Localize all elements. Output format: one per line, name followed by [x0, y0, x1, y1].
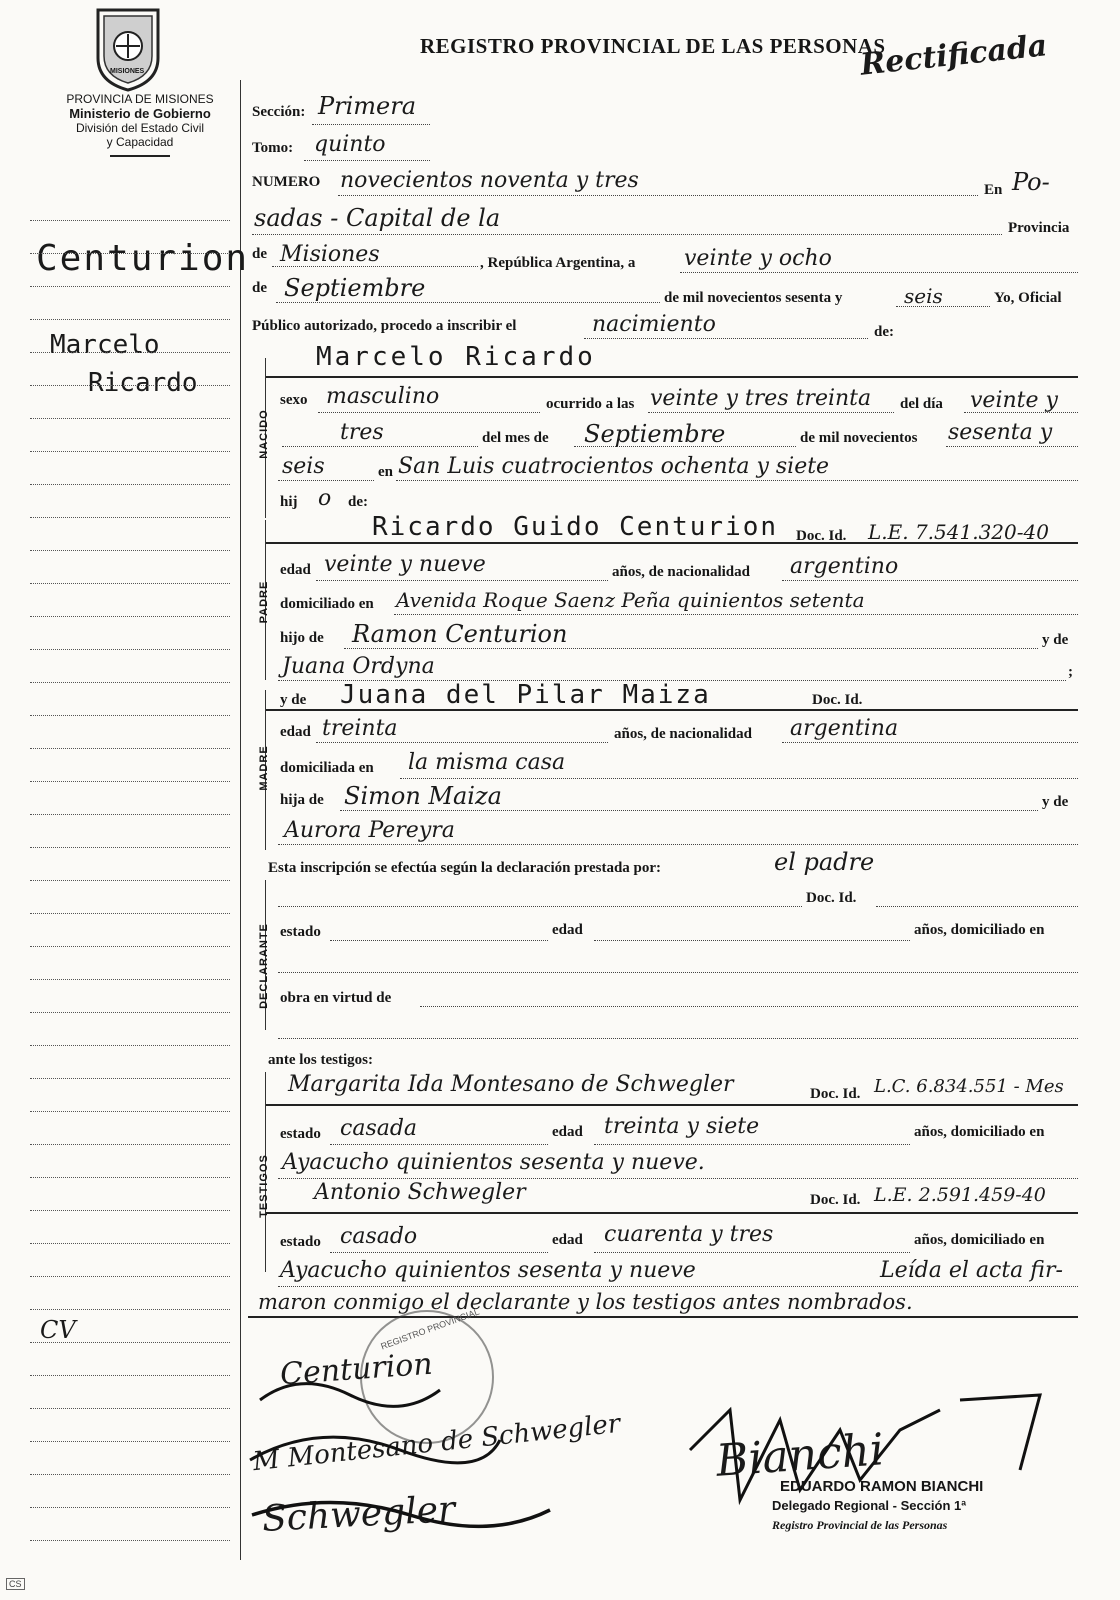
testigo-1-domicilio: Ayacucho quinientos sesenta y nueve. [282, 1150, 705, 1175]
official-name: EDUARDO RAMON BIANCHI [780, 1478, 984, 1495]
declarante-anos-dom-label: años, domiciliado en [914, 922, 1045, 938]
dia-value-a: veinte y [970, 388, 1058, 413]
tomo-line [304, 160, 430, 161]
section-nacido-label: NACIDO [258, 409, 270, 459]
declarante-edad-line [594, 940, 910, 941]
provincia-value: Misiones [280, 242, 380, 267]
margin-ruled-line [30, 1144, 230, 1145]
en-label: En [984, 182, 1003, 198]
seccion-value: Primera [318, 92, 417, 120]
declarante-nombre-line [278, 906, 802, 907]
agency-block [20, 92, 260, 157]
margin-ruled-line [30, 1474, 230, 1475]
madre-domicilio-label: domiciliada en [280, 760, 374, 776]
anio-nac-value-a: sesenta y [948, 420, 1053, 445]
margin-ruled-line [30, 286, 230, 287]
section-padre-label: PADRE [258, 580, 270, 624]
testigo-2-estado-line [330, 1252, 548, 1253]
publico-label: Público autorizado, procedo a inscribir el [252, 318, 517, 334]
dia-value-b: tres [340, 420, 384, 445]
rule-nacido [266, 376, 1078, 378]
dia-line-b [282, 446, 478, 447]
margin-ruled-line [30, 1342, 230, 1343]
yo-oficial-label: Yo, Oficial [994, 290, 1062, 306]
provincial-seal [92, 6, 164, 92]
testigo-2-anos-dom-label: años, domiciliado en [914, 1232, 1045, 1248]
fecha-dia-line [680, 272, 1078, 273]
fecha-mes-line [276, 302, 660, 303]
padre-padre-value: Ramon Centurion [352, 620, 568, 648]
mes-value: Septiembre [584, 420, 726, 448]
seal-label: MISIONES [110, 68, 145, 75]
margin-ruled-line [30, 913, 230, 914]
madre-y-de-label: y de [280, 692, 307, 708]
margin-ruled-line [30, 1078, 230, 1079]
en-value-a: Po- [1012, 168, 1050, 196]
madre-padre-value: Simon Maiza [344, 782, 502, 810]
hijo-suffix-value: o [318, 486, 332, 511]
localidad-line [252, 234, 1002, 235]
margin-ruled-line [30, 253, 230, 254]
testigo-2-nombre: Antonio Schwegler [314, 1180, 526, 1205]
seccion-label: Sección: [252, 104, 306, 120]
en-lower-label: en [378, 464, 393, 480]
testigo-1-edad: treinta y siete [604, 1114, 760, 1139]
testigo-1-edad-line [594, 1144, 910, 1145]
tomo-value: quinto [314, 132, 386, 157]
padre-domicilio-line [394, 614, 1078, 615]
testigo-2-estado: casado [340, 1224, 418, 1249]
section-testigos-label: TESTIGOS [258, 1154, 270, 1218]
testigo-2-estado-label: estado [280, 1234, 321, 1250]
agency-line-3: División del Estado Civil [75, 121, 205, 135]
madre-madre-line [278, 844, 1078, 845]
round-stamp-text: REGISTRO PROVINCIAL [379, 1306, 481, 1352]
margin-ruled-line [30, 352, 230, 353]
madre-edad-value: treinta [322, 716, 398, 741]
margin-ruled-line [30, 748, 230, 749]
section-madre-label: MADRE [258, 745, 270, 791]
margin-name-1: Marcelo [50, 330, 160, 360]
margin-ruled-line [30, 1210, 230, 1211]
margin-ruled-line [30, 781, 230, 782]
fecha-mes-value: Septiembre [284, 274, 426, 302]
signature-schwegler: Schwegler [261, 1488, 457, 1541]
seccion-line [312, 124, 430, 125]
margin-name-2: Ricardo [88, 368, 198, 398]
madre-edad-label: edad [280, 724, 311, 740]
margin-ruled-line [30, 715, 230, 716]
agency-line-1: PROVINCIA DE MISIONES [66, 92, 214, 106]
margin-ruled-line [30, 682, 230, 683]
padre-nombre-value: Ricardo Guido Centurion [372, 512, 779, 542]
testigo-2-edad-label: edad [552, 1232, 583, 1248]
padre-domicilio-value: Avenida Roque Saenz Peña quinientos setenta [396, 588, 865, 612]
madre-y-de-label-2: y de [1042, 794, 1069, 810]
lugar-line [396, 480, 1078, 481]
margin-separator [240, 80, 241, 1560]
testigo-1-estado: casada [340, 1116, 418, 1141]
padre-doc-value: L.E. 7.541.320-40 [868, 520, 1049, 544]
official-office: Registro Provincial de las Personas [772, 1518, 948, 1532]
margin-ruled-line [30, 946, 230, 947]
anio-nac-value-b: seis [282, 454, 325, 479]
madre-nacionalidad-value: argentina [790, 716, 899, 741]
margin-ruled-line [30, 1177, 230, 1178]
rule-closing [248, 1316, 1078, 1318]
padre-madre-value: Juana Ordyna [282, 654, 435, 679]
sexo-line [318, 412, 540, 413]
margin-ruled-line [30, 1012, 230, 1013]
obra-line-2 [278, 1038, 1078, 1039]
madre-domicilio-line [400, 778, 1078, 779]
margin-ruled-line [30, 550, 230, 551]
declarante-estado-line [330, 940, 548, 941]
margin-ruled-line [30, 1276, 230, 1277]
ocurrido-label: ocurrido a las [546, 396, 635, 412]
margin-ruled-line [30, 1111, 230, 1112]
madre-doc-label: Doc. Id. [812, 692, 863, 708]
margin-surname: Centurion [36, 238, 250, 279]
testigo-1-doc: L.C. 6.834.551 - Mes [874, 1076, 1064, 1097]
rule-testigo-1 [266, 1104, 1078, 1106]
margin-ruled-line [30, 1309, 230, 1310]
margin-ruled-line [30, 814, 230, 815]
testigo-1-estado-label: estado [280, 1126, 321, 1142]
section-declarante-label: DECLARANTE [258, 923, 270, 1009]
scanner-mark: CS [6, 1578, 25, 1590]
margin-ruled-line [30, 1045, 230, 1046]
tomo-label: Tomo: [252, 140, 294, 156]
testigo-2-doc: L.E. 2.591.459-40 [874, 1184, 1046, 1206]
hora-line [648, 412, 894, 413]
testigo-1-estado-line [330, 1144, 548, 1145]
margin-ruled-line [30, 1441, 230, 1442]
madre-hija-de-label: hija de [280, 792, 324, 808]
declarante-estado-label: estado [280, 924, 321, 940]
acto-value: nacimiento [592, 312, 716, 337]
madre-padre-line [340, 810, 1038, 811]
dia-line-a [964, 412, 1078, 413]
agency-line-4: y Capacidad [106, 135, 174, 149]
lugar-value: San Luis cuatrocientos ochenta y siete [398, 454, 830, 479]
margin-ruled-line [30, 484, 230, 485]
testigo-2-domicilio: Ayacucho quinientos sesenta y nueve [280, 1258, 696, 1283]
testigo-2-doc-label: Doc. Id. [810, 1192, 861, 1208]
margin-note: CV [40, 1316, 76, 1344]
cierre-linea-1: Leída el acta fir- [880, 1258, 1063, 1283]
margin-ruled-line [30, 451, 230, 452]
margin-ruled-line [30, 1243, 230, 1244]
provincia-line [272, 266, 478, 267]
anio-nac-line-b [278, 480, 374, 481]
testigo-1-edad-label: edad [552, 1124, 583, 1140]
rule-testigo-2 [266, 1212, 1078, 1214]
padre-padre-line [344, 648, 1038, 649]
margin-ruled-line [30, 418, 230, 419]
acto-line [584, 338, 868, 339]
nombre-value: Marcelo Ricardo [316, 342, 596, 372]
padre-domicilio-label: domiciliado en [280, 596, 374, 612]
obra-line [420, 1006, 1078, 1007]
testigo-1-domicilio-line [278, 1178, 1078, 1179]
declarante-doc-line [876, 906, 1078, 907]
sexo-value: masculino [326, 384, 440, 409]
padre-nacionalidad-value: argentino [790, 554, 899, 579]
declarante-edad-label: edad [552, 922, 583, 938]
signature-montesano: M Montesano de Schwegler [251, 1408, 622, 1478]
anio-nac-line-a [946, 446, 1078, 447]
signature-official: Bianchi [714, 1424, 886, 1487]
numero-label: NUMERO [252, 174, 321, 190]
padre-hijo-de-label: hijo de [280, 630, 324, 646]
hij-label: hij [280, 494, 298, 510]
margin-ruled-line [30, 616, 230, 617]
padre-doc-label: Doc. Id. [796, 528, 847, 544]
rectificada-annotation: Rectificada [858, 28, 1049, 83]
testigo-2-edad-line [594, 1252, 910, 1253]
margin-ruled-line [30, 517, 230, 518]
agency-divider [110, 155, 170, 157]
declarante-doc-label: Doc. Id. [806, 890, 857, 906]
anio-line [896, 306, 990, 307]
padre-nacionalidad-line [782, 580, 1078, 581]
republica-label: , República Argentina, a [480, 255, 636, 271]
obra-label: obra en virtud de [280, 990, 392, 1006]
testigo-2-domicilio-line [278, 1286, 1078, 1287]
padre-y-de-label: y de [1042, 632, 1069, 648]
margin-ruled-line [30, 319, 230, 320]
mes-line [574, 446, 796, 447]
madre-edad-line [316, 742, 608, 743]
margin-ruled-line [30, 979, 230, 980]
hora-value: veinte y tres treinta [650, 386, 872, 411]
margin-ruled-line [30, 385, 230, 386]
de-label: de [252, 246, 267, 262]
madre-nombre-value: Juana del Pilar Maiza [340, 680, 711, 710]
margin-ruled-line [30, 220, 230, 221]
sexo-label: sexo [280, 392, 308, 408]
margin-ruled-line [30, 1408, 230, 1409]
de-label-2: de [252, 280, 267, 296]
margin-ruled-line [30, 1375, 230, 1376]
de-mil-label: de mil novecientos sesenta y [664, 290, 843, 306]
margin-ruled-line [30, 1507, 230, 1508]
signature-centurion: Centurion [278, 1346, 434, 1393]
padre-edad-label: edad [280, 562, 311, 578]
ante-testigos-label: ante los testigos: [268, 1052, 373, 1068]
de-colon2-label: de: [348, 494, 368, 510]
declaracion-label: Esta inscripción se efectúa según la declaración prestada por: [268, 860, 662, 876]
madre-domicilio-value: la misma casa [408, 750, 566, 775]
numero-line [338, 195, 978, 196]
testigo-2-edad: cuarenta y tres [604, 1222, 774, 1247]
margin-ruled-line [30, 847, 230, 848]
margin-ruled-line [30, 1540, 230, 1541]
madre-madre-value: Aurora Pereyra [284, 818, 455, 843]
del-dia-label: del día [900, 396, 943, 412]
padre-anos-nac-label: años, de nacionalidad [612, 564, 750, 580]
margin-ruled-line [30, 880, 230, 881]
agency-line-2: Ministerio de Gobierno [69, 106, 211, 121]
de-colon-label: de: [874, 324, 894, 340]
margin-ruled-line [30, 649, 230, 650]
de-mil-nov-label: de mil novecientos [800, 430, 918, 446]
fecha-dia-value: veinte y ocho [684, 246, 832, 271]
madre-nacionalidad-line [782, 742, 1078, 743]
declarante-quien-value: el padre [774, 848, 875, 876]
testigo-1-doc-label: Doc. Id. [810, 1086, 861, 1102]
testigo-1-nombre: Margarita Ida Montesano de Schwegler [288, 1072, 734, 1097]
numero-value: novecientos noventa y tres [340, 168, 639, 193]
padre-edad-value: veinte y nueve [324, 552, 486, 577]
padre-semicolon: ; [1068, 664, 1073, 680]
cierre-linea-2: maron conmigo el declarante y los testigos antes nombrados. [258, 1290, 913, 1314]
margin-ruled-line [30, 583, 230, 584]
testigo-1-anos-dom-label: años, domiciliado en [914, 1124, 1045, 1140]
del-mes-label: del mes de [482, 430, 549, 446]
signature-strokes [240, 1340, 1080, 1580]
declarante-domicilio-line [278, 972, 1078, 973]
official-role: Delegado Regional - Sección 1ª [772, 1498, 967, 1513]
en-value-b: sadas - Capital de la [254, 204, 501, 232]
provincia-label: Provincia [1008, 220, 1070, 236]
page-title: REGISTRO PROVINCIAL DE LAS PERSONAS [420, 34, 886, 58]
madre-anos-nac-label: años, de nacionalidad [614, 726, 752, 742]
anio-value: seis [904, 284, 943, 308]
padre-edad-line [316, 580, 608, 581]
